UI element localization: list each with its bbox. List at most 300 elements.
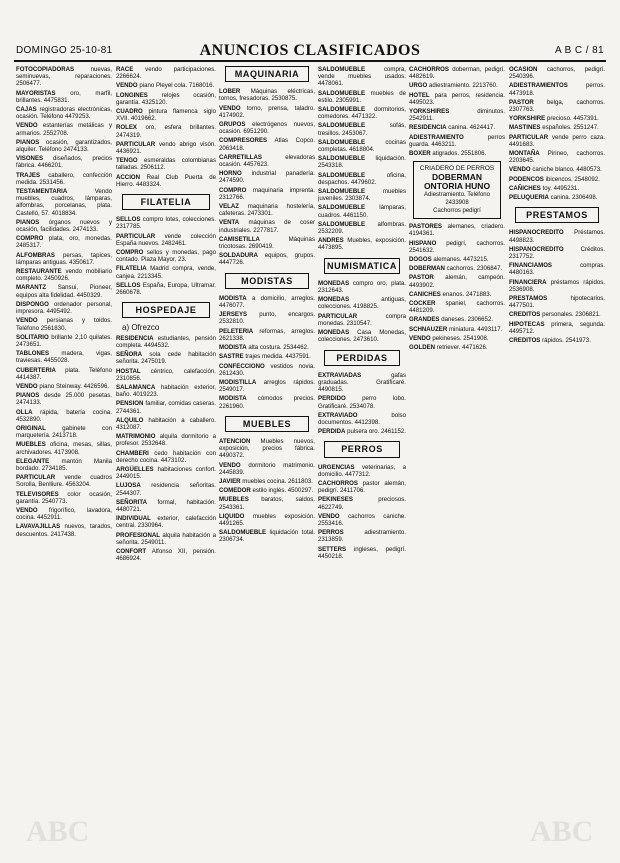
ad-keyword: CREDITOS xyxy=(509,337,541,345)
ad-text: oro, marfil, brillantes. 4475831. xyxy=(16,89,112,104)
ad-text: preciosos. 4622749. xyxy=(318,496,406,511)
classified-ad xyxy=(16,441,112,455)
ad-text: nuevas, seminuevas, reparaciones. 2506477. xyxy=(16,66,112,88)
ad-keyword: VENDO xyxy=(16,382,38,390)
classified-ad xyxy=(219,219,315,233)
ad-keyword: SETTERS xyxy=(318,545,347,553)
ad-keyword: GRANDES xyxy=(409,316,440,324)
ad-text: piano Pleyel cola. 7168016. xyxy=(139,82,215,90)
section-subheading: a) Ofrezco xyxy=(122,323,160,333)
ad-text: pedigrí, cachorros. 2541632. xyxy=(409,239,505,254)
ad-keyword: LIQUIDO xyxy=(219,512,245,520)
classified-ad xyxy=(318,513,406,527)
classified-ad xyxy=(509,337,605,344)
ad-text: familiar, comidas caseras. 2744361. xyxy=(116,400,216,415)
ad-keyword: SALDOMUEBLE xyxy=(318,66,366,73)
classified-ad xyxy=(16,172,112,186)
ad-keyword: HISPANOCREDITO xyxy=(509,245,564,253)
ad-keyword: ACCION xyxy=(116,173,141,181)
ad-keyword: MONEDAS xyxy=(318,329,350,337)
ad-keyword: EXTRAVIADO xyxy=(318,411,358,419)
ad-keyword: CREDITOS xyxy=(509,311,541,319)
classified-ad xyxy=(509,229,605,243)
ad-keyword: SALDOMUEBLE xyxy=(318,106,366,114)
ad-text: Créditos. 2317752. xyxy=(509,245,605,261)
ad-keyword: INDIVIDUAL xyxy=(116,515,151,523)
ad-keyword: OLLA xyxy=(16,408,33,416)
ad-text: perro lobo. Gratificaré. 2534078. xyxy=(318,395,406,410)
ad-text: sofás, tresillos. 2453067. xyxy=(318,122,406,137)
ad-text: punto, encargos. 2532810. xyxy=(219,311,315,326)
ad-keyword: TESTAMENTARIA xyxy=(16,188,68,196)
ad-keyword: LUJOSA xyxy=(116,482,141,490)
ad-text: rápidos. 2541973. xyxy=(542,337,591,345)
ad-text: céntrico, calefacción. 2310856. xyxy=(116,367,216,382)
classified-ad xyxy=(509,150,605,164)
classified-ad xyxy=(16,235,112,249)
classified-ad xyxy=(318,139,406,153)
ad-text: alquila dormitorio a profesor. 2532648. xyxy=(116,433,216,448)
classified-ad xyxy=(318,496,406,510)
ad-keyword: PODENCOS xyxy=(509,175,544,183)
classified-ad xyxy=(16,284,112,298)
boxad-line-4: Adiestramiento. Teléfono 2433908 xyxy=(424,192,490,207)
classified-ad xyxy=(16,334,112,348)
classified-ad xyxy=(219,121,315,135)
ad-text: plata, oro, monedas. 2485317. xyxy=(16,235,112,250)
ad-keyword: CUBERTERIA xyxy=(16,366,56,374)
ad-text: miniatura. 4493117. xyxy=(448,325,503,333)
classified-ad xyxy=(509,279,605,293)
ad-text: cachorros caniche. 2553416. xyxy=(318,512,406,527)
ad-text: vende perro caza. 4491683. xyxy=(509,133,605,148)
ad-keyword: CHAMBERI xyxy=(116,449,149,457)
classified-ad xyxy=(116,66,216,80)
ad-keyword: CAJAS xyxy=(16,106,37,114)
ad-keyword: SALDOMUEBLE xyxy=(318,188,366,196)
ad-text: plata. Teléfono 4414387. xyxy=(16,366,112,381)
ad-text: órganos nuevos y ocasión, facilidades. 2474133. xyxy=(16,218,112,234)
column-4 xyxy=(318,66,406,562)
ad-text: compro oro, plata. 2312643. xyxy=(318,279,406,295)
classified-ad xyxy=(318,90,406,104)
ad-text: cómodos precios. 2261960. xyxy=(219,395,315,410)
ad-keyword: SCHNAUZER xyxy=(409,325,448,333)
ad-text: vestidos novia. 2612430. xyxy=(219,362,315,377)
classified-ad xyxy=(409,300,505,314)
classified-ad xyxy=(116,532,216,546)
ad-keyword: MODISTA xyxy=(219,294,247,302)
ad-text: alquila habitación a señorita. 2549011. xyxy=(116,531,216,546)
ad-text: canina. 2306498. xyxy=(550,194,598,202)
ad-keyword: GRUPOS xyxy=(219,121,246,129)
ad-text: habitación a caballero. 4312087. xyxy=(116,416,216,431)
ad-text: gabinete con marquetería. 2413718. xyxy=(16,424,112,440)
column-6 xyxy=(509,66,605,346)
classified-ad xyxy=(318,313,406,327)
classified-ad xyxy=(16,219,112,233)
classified-ad xyxy=(116,466,216,480)
ad-keyword: SALDOMUEBLE xyxy=(219,529,267,537)
ad-keyword: MONTAÑA xyxy=(509,150,540,158)
classified-ad xyxy=(409,326,505,333)
classified-ad xyxy=(219,353,315,360)
ad-keyword: RESIDENCIA xyxy=(409,124,447,132)
ad-keyword: RESTAURANTE xyxy=(16,268,62,276)
ad-text: cedo habitación con derecho cocina. 4473102. xyxy=(116,449,216,464)
ad-keyword: MATRIMONIO xyxy=(116,433,156,441)
ad-text: piano Steinway. 4426596. xyxy=(39,382,110,390)
classified-ad xyxy=(409,344,505,351)
ad-keyword: VENDO xyxy=(509,166,531,174)
ad-text: Casa Monedas, colecciones. 2473610. xyxy=(318,329,406,344)
ad-text: diminutos. 2542911. xyxy=(409,108,505,123)
classified-ad xyxy=(318,412,406,426)
ad-text: retriever. 4471626. xyxy=(436,344,488,352)
ad-text: préstamos rápidos. 2536908. xyxy=(509,278,605,293)
classified-ad xyxy=(16,139,112,153)
ad-keyword: ELEGANTE xyxy=(16,457,50,465)
ad-keyword: CAMISETILLA xyxy=(219,235,260,243)
ad-text: cachorros. 2306847. xyxy=(446,265,503,273)
ad-text: adiestramiento. 2213760. xyxy=(428,82,498,90)
ad-text: exterior, calefacción central. 2330964. xyxy=(116,515,216,530)
ads-list-numismatica xyxy=(318,280,406,344)
ad-keyword: MUEBLES xyxy=(219,496,249,504)
ads-list-muebles xyxy=(219,438,315,544)
classified-ad xyxy=(219,105,315,119)
classified-ad xyxy=(116,335,216,349)
classified-ad xyxy=(318,188,406,202)
classified-ad xyxy=(318,329,406,343)
ad-keyword: PEKINESES xyxy=(318,496,353,504)
ad-keyword: CUADRO xyxy=(116,108,143,116)
ad-keyword: YORKSHIRES xyxy=(409,108,450,116)
ad-keyword: COMEDOR xyxy=(219,487,251,495)
ad-keyword: COMPRO xyxy=(116,249,144,257)
classified-ad xyxy=(16,409,112,423)
ad-keyword: PASTOR xyxy=(409,274,434,282)
ad-text: cachorros, pedigrí. 2540396. xyxy=(509,66,605,81)
ad-keyword: VENDO xyxy=(16,317,38,325)
classified-ad xyxy=(219,529,315,543)
classified-ad xyxy=(116,433,216,447)
ad-keyword: CONFECCIONO xyxy=(219,362,265,370)
classified-ad xyxy=(116,450,216,464)
classified-ad xyxy=(509,321,605,335)
ad-keyword: VELAZ xyxy=(219,203,239,211)
ad-keyword: SOLDADURA xyxy=(219,252,258,260)
ad-keyword: VENDO xyxy=(116,82,138,90)
classified-ad xyxy=(509,295,605,309)
classified-ad xyxy=(116,141,216,155)
section-header-numismatica: NUMISMATICA xyxy=(324,258,400,274)
classified-ad xyxy=(219,513,315,527)
ad-text: Pirineo, cachorros. 2203645. xyxy=(509,150,605,165)
classified-ad xyxy=(509,115,605,122)
ad-keyword: FINANCIAMOS xyxy=(509,262,552,270)
ad-keyword: VENDO xyxy=(219,461,241,469)
ad-text: Préstamos. 4498823. xyxy=(509,229,605,244)
ad-keyword: PRESTAMOS xyxy=(509,295,548,303)
classified-ad xyxy=(16,122,112,136)
ad-keyword: SEÑORITA xyxy=(116,498,148,506)
ad-text: compra, vende muebles usados. 4478061. xyxy=(318,66,406,88)
ads-list-hospedaje xyxy=(116,335,216,563)
classified-ad xyxy=(116,92,216,106)
ad-text: liquidación. 2543318. xyxy=(318,155,406,170)
ad-keyword: HIPOTECAS xyxy=(509,320,545,328)
ad-text: Muebles nuevos, exposición, precios fábrica. 4490372. xyxy=(219,437,315,460)
ad-text: a domicilio, arreglos. 4476077. xyxy=(219,294,315,310)
ad-text: Alfonso XII, pensión. 4686924. xyxy=(116,547,216,563)
ad-keyword: URGENCIAS xyxy=(318,463,355,471)
classified-ad xyxy=(116,417,216,431)
classified-ad xyxy=(219,137,315,151)
classified-ad xyxy=(116,400,216,414)
ad-text: nuevos, tarados, descuentos. 2417438. xyxy=(16,523,112,538)
classified-ad xyxy=(409,150,505,157)
ad-keyword: PERROS xyxy=(318,529,344,537)
classified-ad xyxy=(409,66,505,80)
ads-list-perros-2 xyxy=(409,66,505,157)
ad-text: habitaciones confort. 2449015. xyxy=(116,465,216,481)
column-1 xyxy=(16,66,112,540)
ad-text: baratos, saldos. 2543361. xyxy=(219,496,315,511)
ad-text: caballero, confección medida. 2531456. xyxy=(16,171,112,186)
classified-ad xyxy=(409,256,505,263)
ad-text: vende cuadros Sorolla, Benlliure. 4563204. xyxy=(16,474,112,489)
ad-keyword: HOSTAL xyxy=(116,367,141,375)
classified-ad xyxy=(116,233,216,247)
ad-keyword: ADIESTRAMIENTOS xyxy=(509,82,568,90)
classified-ad xyxy=(116,216,216,230)
ad-text: belga, cachorros. 2307763. xyxy=(509,98,605,114)
ad-keyword: PELETERIA xyxy=(219,327,254,335)
ad-text: vende colección España nuevos. 2482461. xyxy=(116,232,216,247)
ad-text: alemanes. 4473215. xyxy=(433,256,489,264)
ad-keyword: TENGO xyxy=(116,157,138,165)
ad-keyword: SALDOMUEBLE xyxy=(318,220,366,228)
classified-ad xyxy=(116,548,216,562)
classified-ad xyxy=(318,280,406,294)
ad-keyword: SELLOS xyxy=(116,216,141,224)
ad-text: Vendo muebles, cuadros, lámparas, alfombras, porcelanas, plata. Castelló, 57. 4018834. xyxy=(16,188,112,217)
watermark-left: ABC xyxy=(26,815,90,848)
ad-keyword: SALDOMUEBLE xyxy=(318,171,366,179)
classified-ad xyxy=(509,99,605,113)
ad-text: esmeraldas colombianas talladas. 2506112. xyxy=(116,157,216,172)
ad-text: toy. 4495231. xyxy=(542,184,580,192)
classified-ad xyxy=(509,311,605,318)
ad-text: reformas, arreglos. 2621338. xyxy=(219,327,315,342)
ad-keyword: PELUQUERIA xyxy=(509,194,549,202)
ad-keyword: COMPRO xyxy=(219,186,247,194)
ad-keyword: PERDIDO xyxy=(318,395,346,403)
ad-text: pulsera oro. 2461152. xyxy=(347,428,406,436)
ad-text: ingleses, pedigrí. 4450218. xyxy=(318,545,406,560)
classified-ad xyxy=(16,474,112,488)
ad-keyword: MARANTZ xyxy=(16,284,47,292)
classified-ad xyxy=(219,344,315,351)
ad-keyword: DOGOS xyxy=(409,256,432,264)
classified-ad xyxy=(116,384,216,398)
classified-ad xyxy=(219,252,315,266)
classified-ad xyxy=(409,92,505,106)
section-header-muebles: MUEBLES xyxy=(225,416,309,432)
ad-text: canina. 4624417. xyxy=(448,124,496,132)
section-header-filatelia: FILATELIA xyxy=(122,194,210,210)
ad-keyword: VENDO xyxy=(318,512,340,520)
ad-keyword: MUEBLES xyxy=(16,441,46,449)
classified-ad xyxy=(16,66,112,88)
ad-keyword: FOTOCOPIADORAS xyxy=(16,66,75,73)
ad-keyword: BOXER xyxy=(409,150,431,158)
ad-keyword: RESIDENCIA xyxy=(116,334,154,342)
boxad-line-2: DOBERMAN xyxy=(431,172,483,183)
ad-keyword: PARTICULAR xyxy=(509,133,549,141)
ad-text: españoles. 2551247. xyxy=(542,124,599,132)
ad-text: rápida, batería cocina. 4532890. xyxy=(16,408,112,423)
classified-ad xyxy=(219,496,315,510)
ad-keyword: MONEDAS xyxy=(318,279,350,287)
boxed-advertisement xyxy=(413,161,501,219)
ad-text: registradoras electrónicas, ocasión. Teléfono 4479253. xyxy=(16,106,112,121)
ad-text: Máquinas eléctricas, tornos, fresadoras. 2530875. xyxy=(219,88,315,103)
ad-text: máquinas de coser industriales. 2277817. xyxy=(219,219,315,234)
ad-keyword: HISPANOCREDITO xyxy=(509,229,564,237)
classified-ad xyxy=(409,108,505,122)
classified-ad xyxy=(409,291,505,298)
classified-ad xyxy=(219,295,315,309)
classified-ad xyxy=(318,480,406,494)
classified-ad xyxy=(509,124,605,131)
classified-ad xyxy=(116,515,216,529)
header-paper: A B C / 81 xyxy=(554,45,604,56)
classified-ad xyxy=(509,66,605,80)
ad-keyword: MODISTA xyxy=(219,344,247,352)
column-3 xyxy=(219,66,315,546)
ad-text: electrógenos nuevos, ocasión. 6951290. xyxy=(219,121,315,136)
section-header-hospedaje: HOSPEDAJE xyxy=(122,302,210,318)
boxad-line-5: Cachorros pedigrí xyxy=(433,208,481,215)
ad-keyword: MODISTA xyxy=(219,395,247,403)
ad-keyword: RACE xyxy=(116,66,134,73)
ad-keyword: VENDO xyxy=(219,104,241,112)
classified-ad xyxy=(116,482,216,496)
watermark-right: ABC xyxy=(530,815,594,848)
ad-keyword: MAYORISTAS xyxy=(16,89,56,97)
ad-text: bolso documentos. 4412398. xyxy=(318,411,406,426)
ad-keyword: ATENCION xyxy=(219,437,251,445)
ad-keyword: PARTICULAR xyxy=(318,312,358,320)
ad-text: vendo mobiliario completo. 2450926. xyxy=(16,268,112,283)
ad-text: lámparas, cuadros. 4461150. xyxy=(318,204,406,219)
classified-ad xyxy=(318,529,406,543)
ad-text: madera, vigas, traviesas. 4455028. xyxy=(16,350,112,365)
boxad-line-1: CRIADERO DE PERROS xyxy=(419,165,495,173)
classified-ad xyxy=(318,155,406,169)
section-header-modistas: MODISTAS xyxy=(225,273,309,289)
classified-ad xyxy=(16,458,112,472)
ad-keyword: MODISTILLA xyxy=(219,378,257,386)
classified-ad xyxy=(509,166,605,173)
ad-text: perros guarda. 4463211. xyxy=(409,133,505,148)
ad-text: personales. 2306821. xyxy=(542,311,601,319)
ad-keyword: PARTICULAR xyxy=(16,474,56,482)
classified-ad xyxy=(16,350,112,364)
ad-keyword: ADIESTRAMIENTO xyxy=(409,133,464,141)
classified-ad xyxy=(409,240,505,254)
classified-ad xyxy=(116,108,216,122)
ad-keyword: ALQUILO xyxy=(116,416,144,424)
header-date: DOMINGO 25-10-81 xyxy=(16,45,113,56)
ad-text: sellos y monedas, pago contado. Plaza Mayor, 23. xyxy=(116,249,216,264)
ad-text: estudiantes, pensión completa. 4494532. xyxy=(116,334,216,349)
ad-keyword: VENTA xyxy=(219,219,240,227)
ad-text: oficina, mesas, sillas, archivadores. 4173908. xyxy=(16,441,112,456)
ad-keyword: PENSION xyxy=(116,400,144,408)
ad-text: Madrid compra, vende, canjea. 2213345. xyxy=(116,265,216,280)
classified-ad xyxy=(219,203,315,217)
ad-keyword: DOBERMAN xyxy=(409,265,445,273)
classified-ad xyxy=(219,328,315,342)
ad-text: ordenador personal, impresora. 4495492. xyxy=(16,300,112,316)
ad-keyword: SOLITARIO xyxy=(16,333,49,341)
ad-text: muebles de estilo. 2305991. xyxy=(318,89,406,104)
ad-text: dormitorios, comedores. 4471322. xyxy=(318,106,406,121)
ads-list-prestamos xyxy=(509,229,605,344)
ad-text: persianas y toldos. Teléfono 2561830. xyxy=(16,317,112,332)
ad-text: oro, esfera brillantes. 2474319. xyxy=(116,124,216,139)
classified-ad xyxy=(318,372,406,394)
ad-text: arreglos rápidos. 2549017. xyxy=(219,378,315,394)
ad-keyword: VENDO xyxy=(16,506,38,514)
ad-text: daneses. 2306652. xyxy=(441,316,494,324)
ad-keyword: HORNO xyxy=(219,170,242,178)
ads-list-perros xyxy=(318,464,406,560)
classified-ad xyxy=(509,262,605,276)
ad-text: sola cede habitación señorita. 2475019. xyxy=(116,351,216,366)
ad-keyword: JAVIER xyxy=(219,477,241,485)
ad-text: muebles exposición. 4491265. xyxy=(219,512,315,527)
classified-ad xyxy=(219,395,315,409)
page-header xyxy=(14,42,606,62)
classified-ad xyxy=(409,124,505,131)
ad-keyword: PARTICULAR xyxy=(116,232,156,240)
ad-text: desde 25.000 pesetas. 2474133. xyxy=(16,392,112,407)
ad-keyword: CONFORT xyxy=(116,547,147,555)
ad-text: pastor alemán, pedigrí. 2411706. xyxy=(318,479,406,495)
classified-ad xyxy=(409,82,505,89)
ad-keyword: FILATELIA xyxy=(116,265,147,273)
classified-ad xyxy=(116,265,216,279)
ad-keyword: CARRETILLAS xyxy=(219,153,262,161)
ad-keyword: TELEVISORES xyxy=(16,490,59,498)
classified-ad xyxy=(219,438,315,460)
ad-text: muebles juveniles. 2303874. xyxy=(318,188,406,203)
classified-ad xyxy=(116,174,216,188)
classified-ad xyxy=(409,274,505,288)
ad-text: perros. 4473918. xyxy=(509,82,605,97)
section-header-maquinaria: MAQUINARIA xyxy=(225,66,309,82)
classified-ad xyxy=(116,368,216,382)
ad-text: Muebles, exposición. 4473895. xyxy=(318,237,406,252)
ads-list-saldomueble xyxy=(318,66,406,252)
ad-keyword: VISONES xyxy=(16,155,44,163)
ad-text: para perros, residencia. 4495023. xyxy=(409,91,505,106)
classified-ad xyxy=(318,546,406,560)
